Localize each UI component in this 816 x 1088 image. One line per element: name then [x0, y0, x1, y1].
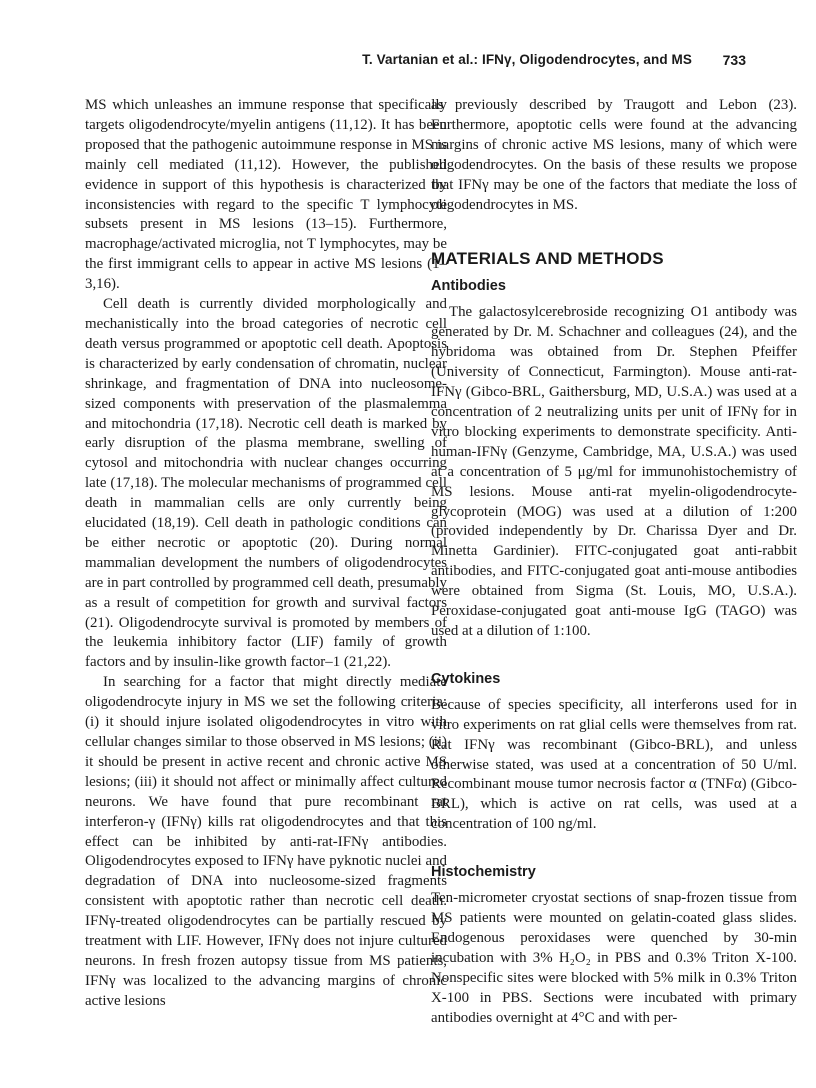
running-head: T. Vartanian et al.: IFNγ, Oligodendrocytes, and MS [362, 52, 692, 67]
body-paragraph: Ten-micrometer cryostat sections of snap-frozen tissue from MS patients were mounted on gelatin-coated glass slides. Endogenous peroxidases were quenched by 30-min incubation with 3% H₂O₂ in PBS and 0.3% Triton X-100. Nonspecific sites were blocked with 5% milk in 0.3% Triton X-100 in PBS. Sections were incubated with primary antibodies overnight at 4°C and with per- [431, 890, 797, 1026]
body-paragraph: MS which unleashes an immune response that specifically targets oligodendrocyte/myelin antigens (11,12). It has been proposed that the pathogenic autoimmune response in MS is mainly cell mediated (11,12). However, the published evidence in support of this hypothesis is characterized by inconsistencies with regard to the specific T lymphocyte subsets present in MS lesions (13–15). Furthermore, macrophage/activated microglia, not T lymphocytes, may be the first immigrant cells to appear in active MS lesions (1–3,16). [85, 97, 447, 293]
body-paragraph: as previously described by Traugott and Lebon (23). Furthermore, apoptotic cells were found at the advancing margins of chronic active MS lesions, many of which were oligodendrocytes. On the basis of these results we propose that IFNγ may be one of the factors that mediate the loss of oligodendrocytes in MS. [431, 97, 797, 213]
section-heading: MATERIALS AND METHODS [431, 249, 664, 269]
subsection-heading-histochemistry: Histochemistry [431, 864, 536, 881]
body-paragraph: Because of species specificity, all interferons used for in vitro experiments on rat glial cells were themselves from rat. Rat IFNγ was recombinant (Gibco-BRL), and unless otherwise stated, was used at a concentration of 50 U/ml. Recombinant mouse tumor necrosis factor α (TNFα) (Gibco-BRL), which is active on rat cells, was used at a concentration of 100 ng/ml. [431, 696, 797, 833]
page-header [0, 50, 800, 72]
body-paragraph: In searching for a factor that might directly mediate oligodendrocyte injury in MS we set the following criteria: (i) it should injure isolated oligodendrocytes in vitro with cellular changes similar to those observed in MS lesions; (ii) it should be present in active recent and chronic active MS lesions; (iii) it should not affect or minimally affect cultured neurons. We have found that pure recombinant rat interferon-γ (IFNγ) kills rat oligodendrocytes and that this effect can be inhibited by anti-rat-IFNγ antibodies. Oligodendrocytes exposed to IFNγ have pyknotic nuclei and degradation of DNA into nucleosome-sized fragments consistent with apoptotic rather than necrotic cell death. IFNγ-treated oligodendrocytes can be partially rescued by treatment with LIF. However, IFNγ does not injure cultured neurons. In fresh frozen autopsy tissue from MS patients, IFNγ was localized to the advancing margins of chronic active lesions [85, 674, 447, 1009]
right-column [431, 96, 797, 1029]
subsection-heading-antibodies: Antibodies [431, 278, 506, 295]
body-paragraph: Cell death is currently divided morphologically and mechanistically into the broad categories of necrotic cell death versus programmed or apoptotic cell death. Apoptosis is characterized by early condensation of chromatin, nuclear shrinkage, and fragmentation of DNA into nucleosome-sized components with preservation of the plasmalemma and mitochondria (17,18). Necrotic cell death is marked by early disruption of the plasma membrane, swelling of cytosol and mitochondria with nuclear changes occurring late (17,18). The molecular mechanisms of programmed cell death in mammalian cells are only currently being elucidated (18,19). Cell death in pathologic conditions can be either necrotic or apoptotic (20). During normal mammalian development the numbers of oligodendrocytes are in part controlled by programmed cell death, presumably as a result of competition for growth and survival factors (21). Oligodendrocyte survival is promoted by members of the leukemia inhibitory factor (LIF) family of growth factors and by insulin-like growth factor–1 (21,22). [85, 296, 447, 671]
body-paragraph: The galactosylcerebroside recognizing O1 antibody was generated by Dr. M. Schachner and colleagues (24), and the hybridoma was obtained from Dr. Stephen Pfeiffer (University of Connecticut, Farmington). Mouse anti-rat-IFNγ (Gibco-BRL, Gaithersburg, MD, U.S.A.) was used at a concentration of 2 neutralizing units per unit of IFNγ for in vitro blocking experiments to demonstrate specificity. Anti-human-IFNγ (Genzyme, Cambridge, MA, U.S.A.) was used at a concentration of 5 μg/ml for immunohistochemistry of MS lesions. Mouse anti-rat myelin-oligodendrocyte-glycoprotein (MOG) was used at a dilution of 1:200 (provided independently by Dr. Charissa Dyer and Dr. Minetta Gardinier). FITC-conjugated goat anti-rabbit antibodies, and FITC-conjugated goat anti-mouse antibodies were obtained from Sigma (St. Louis, MO, U.S.A.). Peroxidase-conjugated goat anti-mouse IgG (TAGO) was used at a dilution of 1:100. [431, 304, 797, 639]
page-number: 733 [722, 52, 746, 68]
subsection-heading-cytokines: Cytokines [431, 670, 501, 687]
left-column [85, 96, 447, 1012]
